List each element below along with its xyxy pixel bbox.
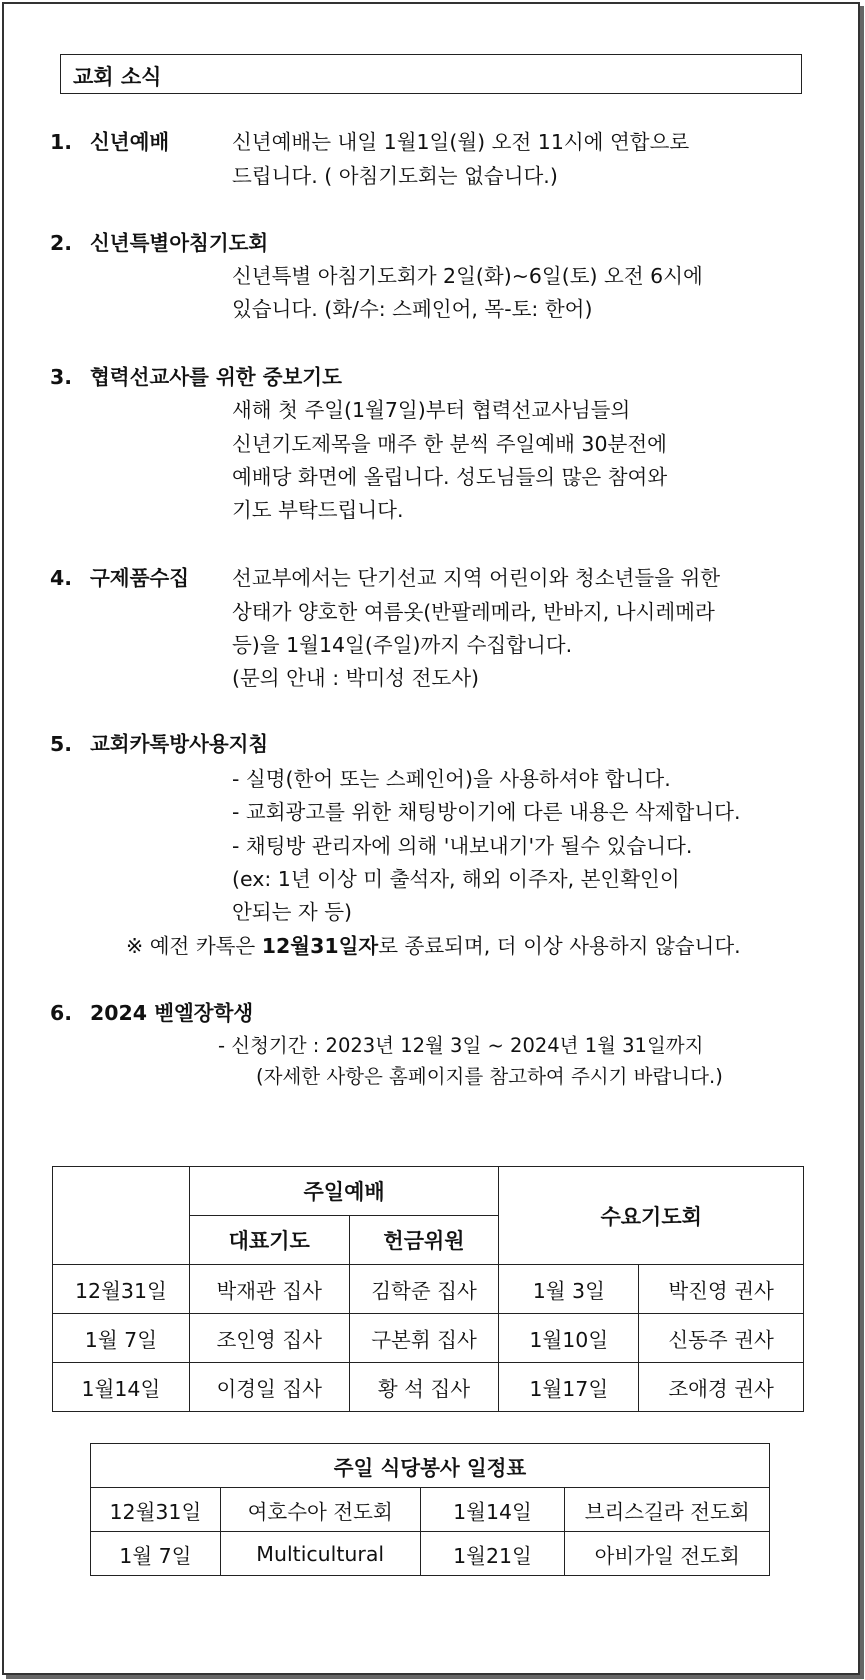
cell: 1월14일 bbox=[420, 1488, 565, 1532]
cell: 여호수아 전도회 bbox=[220, 1488, 420, 1532]
item-4-number: 4. bbox=[50, 566, 73, 590]
item-3-line: 새해 첫 주일(1월7일)부터 협력선교사님들의 bbox=[232, 398, 631, 422]
cell: 12월31일 bbox=[53, 1265, 190, 1314]
item-3-line: 예배당 화면에 올립니다. 성도님들의 많은 참여와 bbox=[232, 465, 668, 489]
item-4-line: 등)을 1월14일(주일)까지 수집합니다. bbox=[232, 633, 573, 657]
cell: 황 석 집사 bbox=[349, 1363, 499, 1412]
header-offering-committee: 헌금위원 bbox=[349, 1216, 499, 1265]
item-6-line: (자세한 사항은 홈페이지를 참고하여 주시기 바랍니다.) bbox=[256, 1065, 723, 1088]
cell: 이경일 집사 bbox=[189, 1363, 349, 1412]
cell: 1월14일 bbox=[53, 1363, 190, 1412]
item-1-number: 1. bbox=[50, 130, 73, 154]
cell: 박재관 집사 bbox=[189, 1265, 349, 1314]
item-5-line: 안되는 자 등) bbox=[232, 900, 353, 924]
table-row bbox=[53, 1265, 804, 1314]
header-wednesday-prayer: 수요기도회 bbox=[499, 1167, 804, 1265]
item-3-line: 기도 부탁드립니다. bbox=[232, 498, 404, 522]
item-2-line: 신년특별 아침기도회가 2일(화)~6일(토) 오전 6시에 bbox=[232, 264, 703, 288]
cell: 1월 3일 bbox=[499, 1265, 639, 1314]
item-1-title: 신년예배 bbox=[90, 130, 170, 154]
item-4-line: 선교부에서는 단기선교 지역 어린이와 청소년들을 위한 bbox=[232, 566, 721, 590]
worship-schedule-table bbox=[52, 1166, 804, 1412]
item-4-line: (문의 안내 : 박미성 전도사) bbox=[232, 666, 479, 690]
item-5-line: - 채팅방 관리자에 의해 '내보내기'가 될수 있습니다. bbox=[232, 834, 693, 858]
item-1-line: 신년예배는 내일 1월1일(월) 오전 11시에 연합으로 bbox=[232, 130, 690, 154]
table-row bbox=[53, 1363, 804, 1412]
cell: 1월17일 bbox=[499, 1363, 639, 1412]
cell: 1월 7일 bbox=[91, 1532, 221, 1576]
cafeteria-service-table bbox=[90, 1443, 770, 1576]
item-3-title: 협력선교사를 위한 중보기도 bbox=[90, 365, 342, 389]
item-5-line: - 교회광고를 위한 채팅방이기에 다른 내용은 삭제합니다. bbox=[232, 800, 741, 824]
item-3-number: 3. bbox=[50, 365, 73, 389]
cell: 1월21일 bbox=[420, 1532, 565, 1576]
table-row bbox=[53, 1314, 804, 1363]
cell: 구본휘 집사 bbox=[349, 1314, 499, 1363]
item-2-title: 신년특별아침기도회 bbox=[90, 231, 269, 255]
item-5-line: - 실명(한어 또는 스페인어)을 사용하셔야 합니다. bbox=[232, 767, 671, 791]
item-5-number: 5. bbox=[50, 732, 73, 756]
header-representative-prayer: 대표기도 bbox=[189, 1216, 349, 1265]
section-title: 교회 소식 bbox=[73, 65, 162, 89]
cell: 브리스길라 전도회 bbox=[565, 1488, 770, 1532]
item-6-line: - 신청기간 : 2023년 12월 3일 ~ 2024년 1월 31일까지 bbox=[218, 1034, 704, 1057]
item-2-line: 있습니다. (화/수: 스페인어, 목-토: 한어) bbox=[232, 297, 593, 321]
cell: 아비가일 전도회 bbox=[565, 1532, 770, 1576]
cell: 조애경 권사 bbox=[639, 1363, 804, 1412]
header-sunday-worship: 주일예배 bbox=[189, 1167, 499, 1216]
cell: 1월10일 bbox=[499, 1314, 639, 1363]
item-3-line: 신년기도제목을 매주 한 분씩 주일예배 30분전에 bbox=[232, 432, 667, 456]
item-6-number: 6. bbox=[50, 1001, 73, 1025]
blank-header-cell bbox=[53, 1167, 190, 1265]
cell: 조인영 집사 bbox=[189, 1314, 349, 1363]
item-1-line: 드립니다. ( 아침기도회는 없습니다.) bbox=[232, 164, 558, 188]
item-6-title: 2024 벧엘장학생 bbox=[90, 1001, 254, 1025]
cell: 1월 7일 bbox=[53, 1314, 190, 1363]
table-row bbox=[91, 1488, 770, 1532]
cafeteria-title: 주일 식당봉사 일정표 bbox=[91, 1444, 770, 1488]
item-4-line: 상태가 양호한 여름옷(반팔레메라, 반바지, 나시레메라 bbox=[232, 600, 715, 624]
kakao-notice: ※ 예전 카톡은 12월31일자로 종료되며, 더 이상 사용하지 않습니다. bbox=[126, 934, 741, 958]
item-5-line: (ex: 1년 이상 미 출석자, 해외 이주자, 본인확인이 bbox=[232, 867, 680, 891]
cell: 12월31일 bbox=[91, 1488, 221, 1532]
cell: 박진영 권사 bbox=[639, 1265, 804, 1314]
item-4-title: 구제품수집 bbox=[90, 566, 190, 590]
cell: 김학준 집사 bbox=[349, 1265, 499, 1314]
section-header bbox=[60, 54, 802, 94]
table-row bbox=[91, 1532, 770, 1576]
table-header-row bbox=[53, 1167, 804, 1216]
item-2-number: 2. bbox=[50, 231, 73, 255]
cell: 신동주 권사 bbox=[639, 1314, 804, 1363]
item-5-title: 교회카톡방사용지침 bbox=[90, 732, 269, 756]
table-header-row bbox=[91, 1444, 770, 1488]
cell: Multicultural bbox=[220, 1532, 420, 1576]
